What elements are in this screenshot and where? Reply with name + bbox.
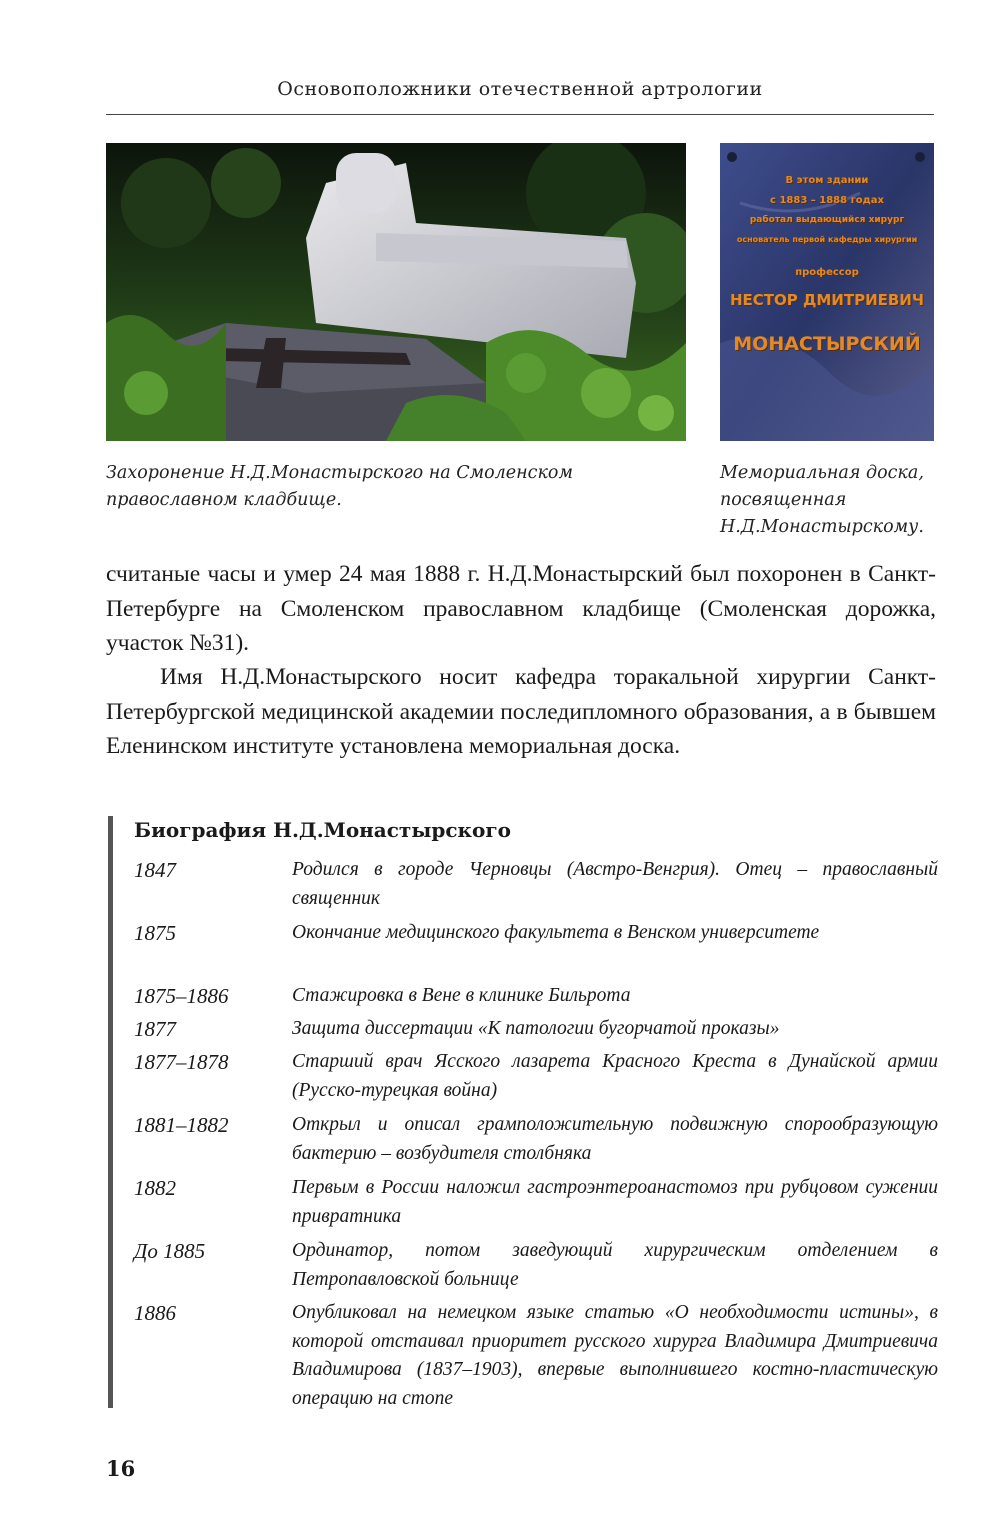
biography-text: Первым в России наложил гастроэнтероанастомоз при рубцовом сужении привратника xyxy=(292,1177,938,1227)
biography-text: Опубликовал на немецком языке статью «О необходимости истины», в которой отстаивал приоритет русского хирурга Владимира Дмитриевича Владимирова (1837–1903), впервые выполнившего костно-пластическую операцию на стопе xyxy=(292,1302,938,1409)
running-header: Основоположники отечественной артрологии xyxy=(277,78,763,100)
plaque-line: В этом здании xyxy=(785,175,869,186)
plaque-line: МОНАСТЫРСКИЙ xyxy=(733,333,921,355)
biography-text: Защита диссертации «К патологии бугорчатой проказы» xyxy=(292,1018,780,1039)
plaque-line: основатель первой кафедры хирургии xyxy=(736,235,918,244)
body-paragraph: считаные часы и умер 24 мая 1888 г. Н.Д.Монастырский был похоронен в Санкт-Петербурге на Смоленском православном кладбище (Смоленская дорожка, участок №31). xyxy=(106,561,936,656)
biography-sidebar-rule xyxy=(108,816,113,1408)
biography-text: Открыл и описал грамположительную подвижную спорообразующую бактерию – возбудителя столбняка xyxy=(292,1114,938,1164)
biography-year: 1847 xyxy=(134,858,176,882)
plaque-photo xyxy=(720,143,934,441)
biography-year: 1875–1886 xyxy=(134,984,229,1008)
plaque-line: НЕСТОР ДМИТРИЕВИЧ xyxy=(730,291,924,309)
biography-text: Родился в городе Черновцы (Австро-Венгрия). Отец – православный священник xyxy=(292,859,938,909)
biography-year: 1877 xyxy=(134,1017,176,1041)
grave-caption: Захоронение Н.Д.Монастырского на Смоленском православном кладбище. xyxy=(106,463,573,510)
plaque-caption: Мемориальная доска, посвященная Н.Д.Монастырскому. xyxy=(720,463,924,537)
biography-title: Биография Н.Д.Монастырского xyxy=(134,818,511,842)
biography-year: 1882 xyxy=(134,1176,176,1200)
biography-year: 1881–1882 xyxy=(134,1113,229,1137)
plaque-line: работал выдающийся хирург xyxy=(749,215,905,225)
grave-photo-illustration xyxy=(106,143,686,441)
biography-text: Старший врач Ясского лазарета Красного Креста в Дунайской армии (Русско-турецкая война) xyxy=(292,1051,938,1101)
biography-text: Стажировка в Вене в клинике Бильрота xyxy=(292,985,631,1006)
page-number: 16 xyxy=(106,1456,136,1481)
biography-text: Окончание медицинского факультета в Венском университете xyxy=(292,922,820,943)
biography-year: 1875 xyxy=(134,921,176,945)
biography-year: 1886 xyxy=(134,1301,176,1325)
plaque-line: с 1883 – 1888 годах xyxy=(770,195,884,206)
body-paragraph: Имя Н.Д.Монастырского носит кафедра торакальной хирургии Санкт-Петербургской медицинской академии последипломного образования, а в бывшем Еленинском институте установлена мемориальная доска. xyxy=(106,664,936,759)
biography-year: До 1885 xyxy=(134,1239,206,1263)
plaque-line: профессор xyxy=(795,267,859,278)
grave-photo xyxy=(106,143,686,441)
biography-text: Ординатор, потом заведующий хирургическим отделением в Петропавловской больнице xyxy=(292,1240,938,1290)
header-rule xyxy=(106,114,934,115)
biography-year: 1877–1878 xyxy=(134,1050,229,1074)
